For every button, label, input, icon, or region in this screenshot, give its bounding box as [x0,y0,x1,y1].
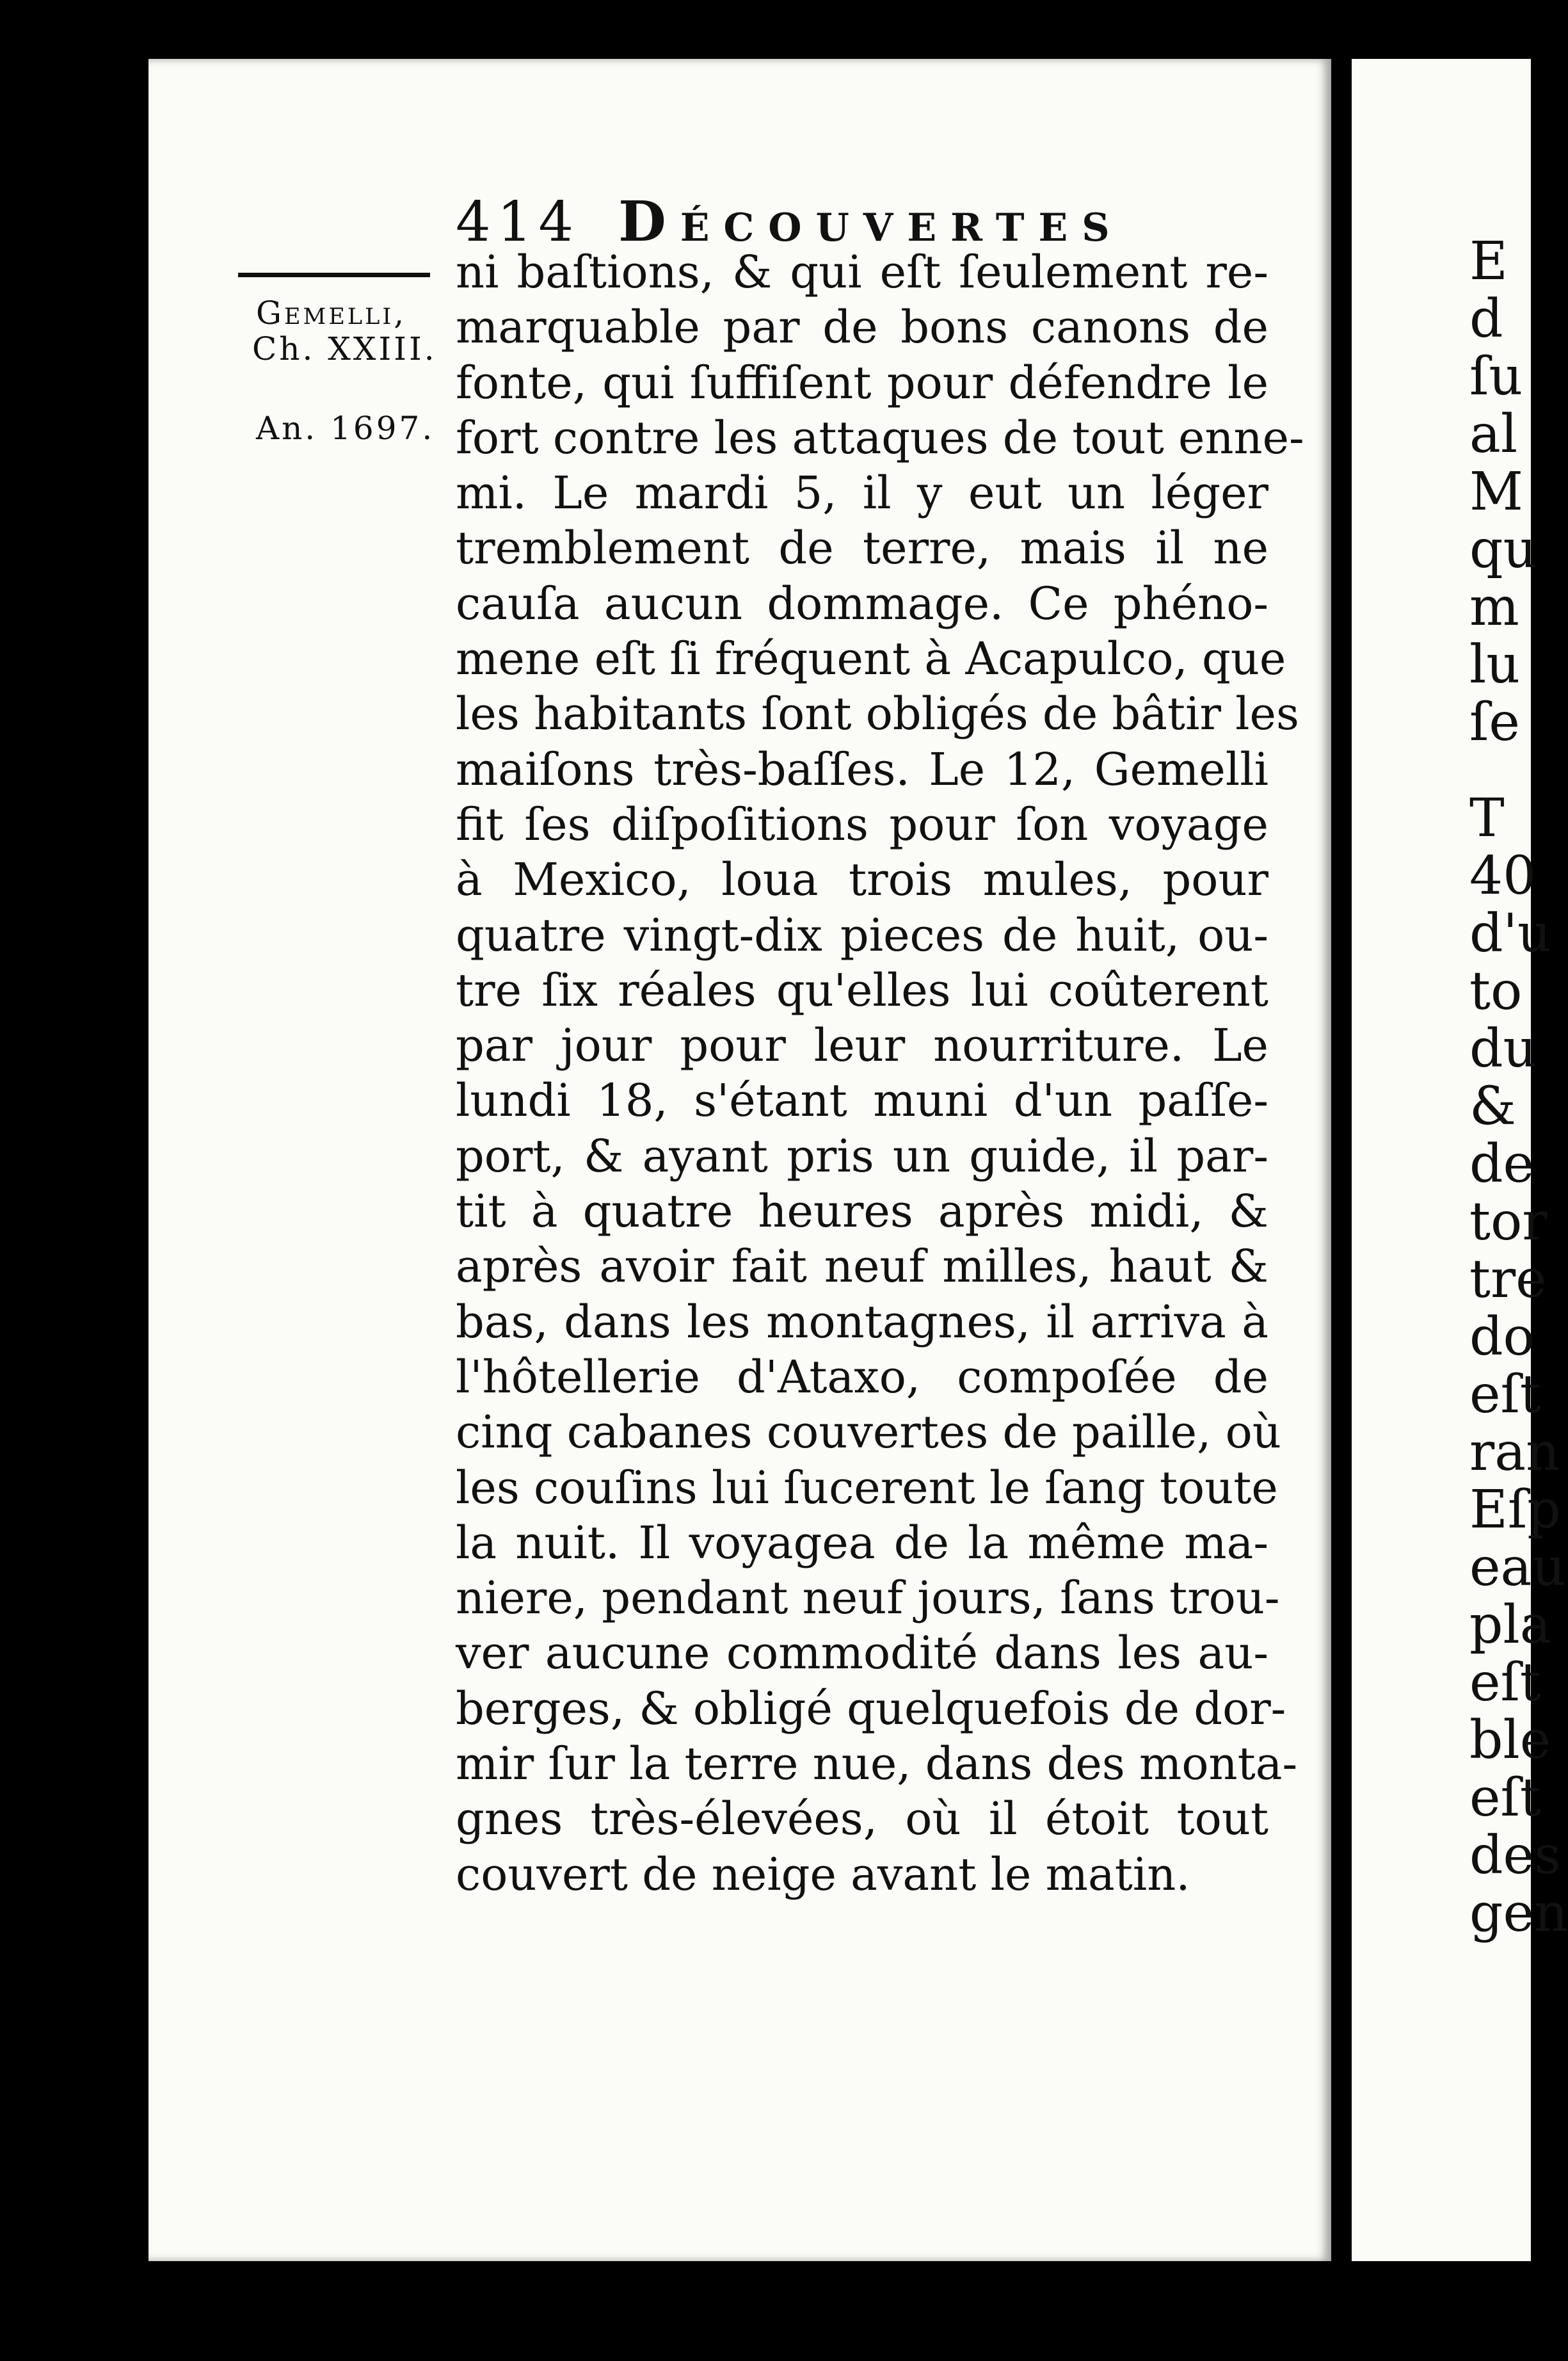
text-line: tre ſix réales qu'elles lui coûterent [456,963,1268,1017]
facing-line: & [1469,1076,1516,1137]
text-line: fonte, qui ſuffiſent pour défendre le [456,356,1268,409]
facing-line: E [1469,231,1508,292]
text-line: gnes très-élevées, où il étoit tout [456,1793,1268,1846]
text-line: après avoir fait neuf milles, haut & [456,1240,1268,1293]
facing-line: do [1469,1307,1535,1367]
page-number: 414 [456,190,580,254]
text-line: couvert de neige avant le matin. [456,1848,1190,1901]
text-line: port, & ayant pris un guide, il par- [456,1129,1268,1182]
facing-line: eau [1469,1537,1566,1598]
facing-line: M [1469,462,1523,522]
facing-line: ſu [1469,346,1523,407]
body-text [456,245,1304,1902]
facing-line: pla [1469,1595,1551,1656]
text-line: bas, dans les montagnes, il arriva à [456,1295,1268,1348]
facing-line: m [1469,577,1519,638]
margin-note-year: An. 1697. [256,410,435,447]
text-line: cauſa aucun dommage. Ce phéno- [456,577,1268,630]
facing-page [1352,59,1568,2261]
facing-line: tor [1469,1191,1548,1252]
facing-line: al [1469,404,1518,465]
text-line: tit à quatre heures après midi, & [456,1185,1268,1238]
text-line: quatre vingt-dix pieces de huit, ou- [456,908,1268,962]
facing-page-text [1352,59,1568,2261]
facing-line: d'u [1469,903,1551,964]
text-line: tremblement de terre, mais il ne [456,522,1268,575]
text-line: l'hôtellerie d'Ataxo, compoſée de [456,1350,1268,1403]
facing-line: gen [1469,1883,1568,1944]
facing-line: ble [1469,1710,1551,1771]
margin-note-author: Gemelli, [256,294,407,332]
text-line: lundi 18, s'étant muni d'un paſſe- [456,1074,1268,1127]
text-line: la nuit. Il voyagea de la même ma- [456,1516,1268,1569]
text-line: mir ſur la terre nue, dans des monta- [456,1737,1298,1791]
facing-line: ran [1469,1422,1560,1483]
facing-line: de [1469,1134,1535,1195]
text-line: ni baſtions, & qui eſt ſeulement re- [456,246,1268,298]
facing-line: tre [1469,1249,1547,1310]
text-line: niere, pendant neuf jours, ſans trou- [456,1572,1280,1625]
text-line: maiſons très-baſſes. Le 12, Gemelli [456,743,1268,796]
text-line: mi. Le mardi 5, il y eut un léger [456,467,1268,520]
text-line: fit ſes diſpoſitions pour ſon voyage [456,798,1268,851]
facing-line: des [1469,1825,1562,1886]
text-line: marquable par de bons canons de [456,301,1268,354]
facing-line: eſt [1469,1652,1541,1713]
text-line: mene eſt ſi fréquent à Acapulco, que [456,633,1286,686]
text-line: à Mexico, loua trois mules, pour [456,853,1268,907]
facing-line: Eſp [1469,1479,1561,1540]
facing-line: du [1469,1019,1537,1079]
margin-note-chapter: Ch. XXIII. [252,330,437,367]
facing-line: 40 [1469,846,1537,907]
facing-line: T [1469,788,1505,849]
text-line: ver aucune commodité dans les au- [456,1627,1268,1680]
facing-line: ſe [1469,692,1520,753]
text-line: par jour pour leur nourriture. Le [456,1019,1268,1072]
facing-line: to [1469,961,1523,1022]
facing-line: eſt [1469,1364,1541,1425]
running-title: Découvertes [618,189,1124,254]
facing-line: lu [1469,634,1521,695]
text-line: les couſins lui ſucerent le ſang toute [456,1461,1278,1514]
text-line: berges, & obligé quelquefois de dor- [456,1682,1286,1735]
text-line: fort contre les attaques de tout enne- [456,411,1304,464]
facing-line: qu [1469,519,1537,580]
margin-rule [238,273,430,277]
facing-line: d [1469,289,1503,350]
text-line: les habitants ſont obligés de bâtir les [456,688,1299,741]
text-line: cinq cabanes couvertes de paille, où [456,1406,1281,1459]
facing-line: eſt [1469,1768,1541,1828]
